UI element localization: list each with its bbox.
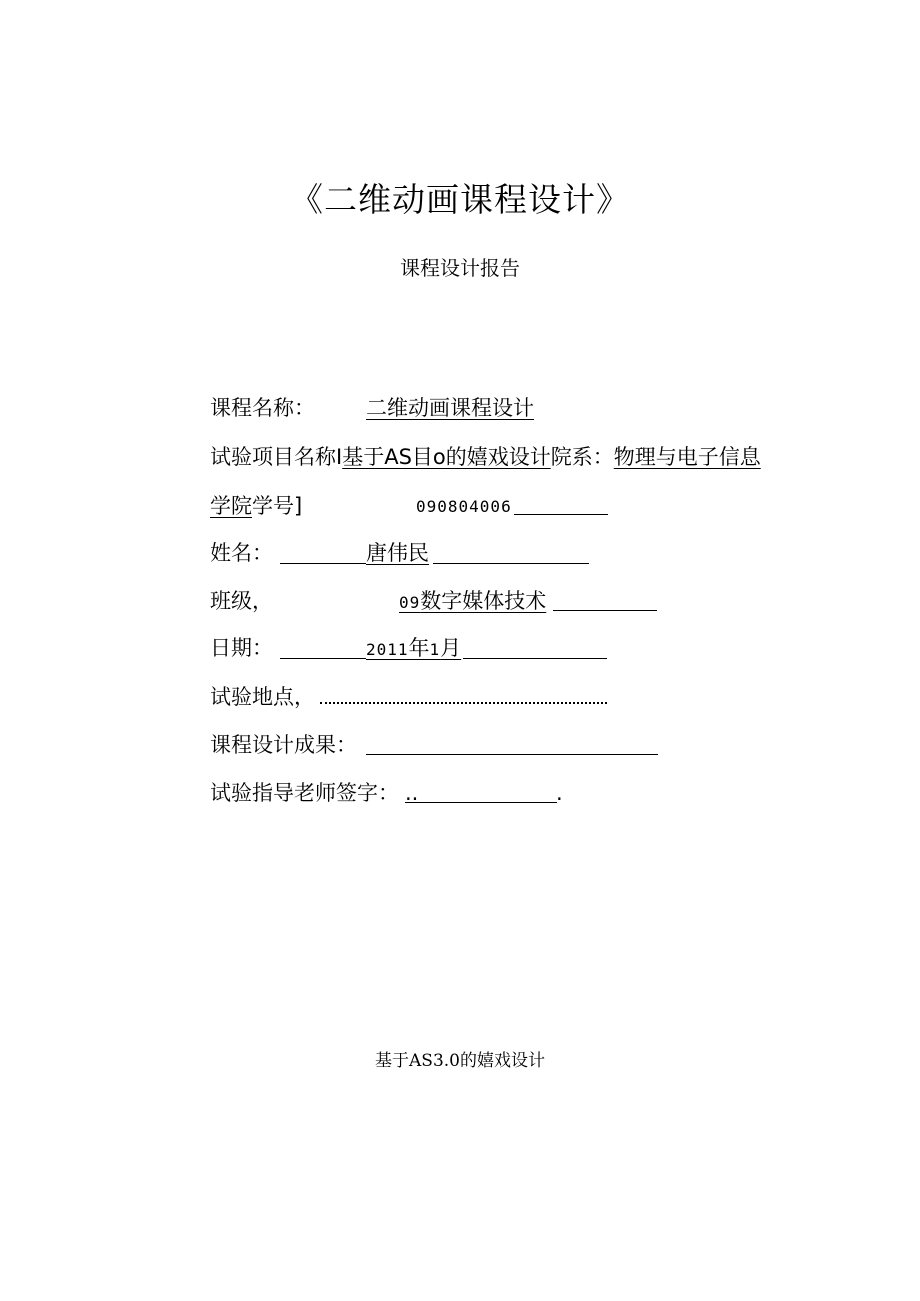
name-label: 姓名： <box>210 541 273 565</box>
student-id-label: 学号] <box>252 494 303 518</box>
date-year-number: 2011 <box>366 640 409 659</box>
result-label: 课程设计成果： <box>210 733 357 757</box>
field-course-name <box>210 393 315 423</box>
student-id-underline <box>514 514 608 515</box>
class-value: 数字媒体技术 <box>420 589 547 613</box>
document-title: 《二维动画课程设计》 <box>290 180 630 219</box>
class-value-prefix: 09 <box>399 593 421 612</box>
page-footer: 基于AS3.0的嬉戏设计 <box>375 1051 545 1071</box>
teacher-end-mark: . <box>556 781 563 805</box>
name-underline-left <box>280 563 366 564</box>
teacher-label: 试验指导老师签字： <box>210 781 399 805</box>
date-month-number: 1 <box>429 640 441 659</box>
field-name <box>210 538 273 568</box>
date-value <box>366 633 461 665</box>
field-project-name <box>210 442 761 472</box>
date-underline-right <box>463 658 607 659</box>
name-value: 唐伟民 <box>366 541 429 565</box>
department-label: 院系： <box>550 445 614 469</box>
date-label: 日期： <box>210 636 273 660</box>
department-value: 物理与电子信息 <box>613 445 761 469</box>
date-year-char: 年 <box>408 636 430 660</box>
date-month-char: 月 <box>440 636 462 660</box>
field-class <box>210 586 273 616</box>
class-value-group <box>399 586 546 618</box>
course-name-label: 课程名称： <box>210 396 315 420</box>
field-teacher-signature <box>210 778 399 808</box>
document-subtitle: 课程设计报告 <box>400 256 520 280</box>
field-student-id <box>210 491 302 521</box>
department-value-continued: 学院 <box>210 494 252 518</box>
field-date <box>210 633 273 663</box>
course-name-value: 二维动画课程设计 <box>366 396 534 420</box>
teacher-underline <box>405 802 557 803</box>
location-dotted-line <box>320 702 607 704</box>
student-id-value: 090804006 <box>416 497 512 516</box>
project-name-value: 基于AS目o的嬉戏设计 <box>342 445 551 469</box>
field-result <box>210 730 357 760</box>
teacher-value: .. <box>405 781 419 805</box>
date-underline-left <box>280 658 366 659</box>
result-underline <box>366 754 658 755</box>
field-location <box>210 682 315 712</box>
class-label: 班级， <box>210 589 273 613</box>
location-label: 试验地点， <box>210 685 315 709</box>
name-underline-right <box>433 563 589 564</box>
project-name-label: 试验项目名称I <box>210 445 343 469</box>
class-underline <box>553 610 657 611</box>
